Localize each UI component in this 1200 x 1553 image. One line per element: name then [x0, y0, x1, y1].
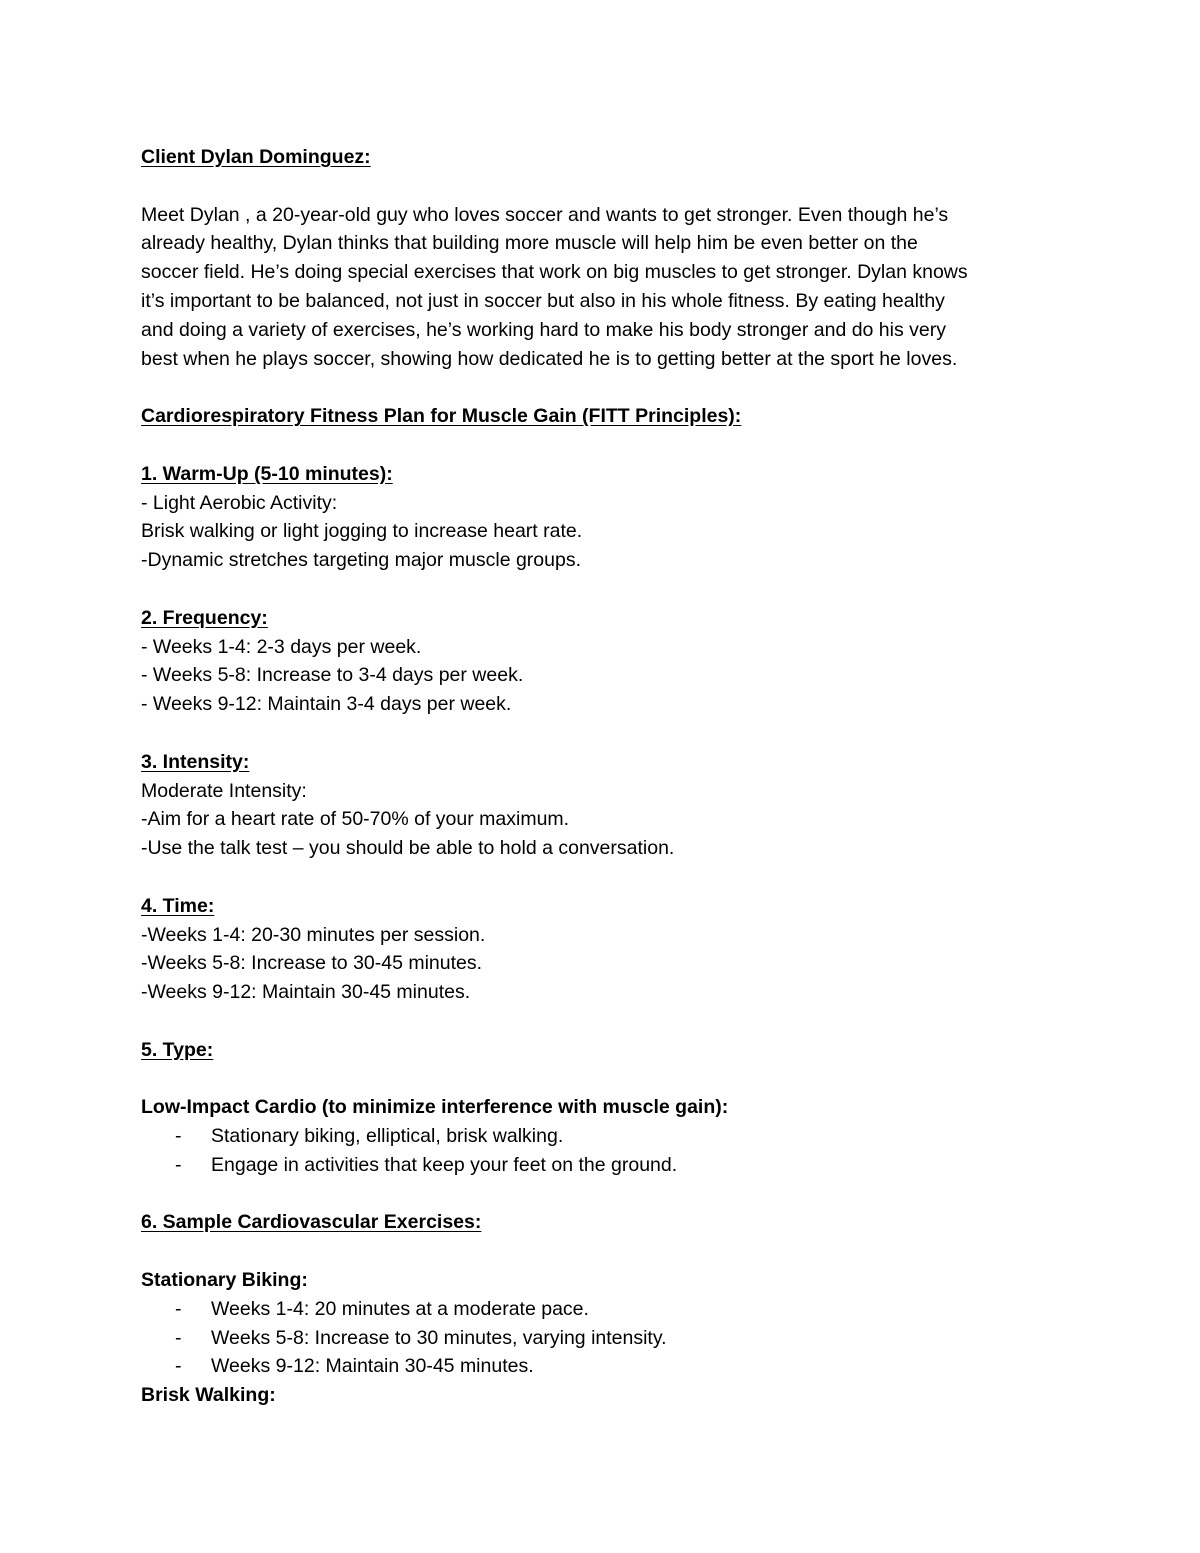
frequency-line: - Weeks 1-4: 2-3 days per week. [141, 635, 422, 658]
list-item-text: Weeks 9-12: Maintain 30-45 minutes. [211, 1355, 534, 1378]
intro-paragraph [141, 201, 1071, 374]
samples-heading: 6. Sample Cardiovascular Exercises: [141, 1211, 482, 1234]
intro-line: soccer field. He’s doing special exercises that work on big muscles to get stronger. Dylan knows [141, 261, 968, 284]
warmup-line: Brisk walking or light jogging to increase heart rate. [141, 520, 583, 543]
intro-line: already healthy, Dylan thinks that building more muscle will help him be even better on the [141, 232, 918, 255]
spacer [141, 1065, 1071, 1094]
warmup-heading: 1. Warm-Up (5-10 minutes): [141, 462, 393, 485]
dash-bullet: - [175, 1125, 182, 1148]
biking-list [141, 1295, 1071, 1381]
time-line: -Weeks 9-12: Maintain 30-45 minutes. [141, 981, 471, 1004]
warmup-line: - Light Aerobic Activity: [141, 491, 338, 514]
list-item-text: Weeks 5-8: Increase to 30 minutes, varying intensity. [211, 1326, 667, 1349]
intensity-line: Moderate Intensity: [141, 779, 307, 802]
list-item [141, 1295, 1071, 1324]
time-heading: 4. Time: [141, 894, 215, 917]
frequency-line: - Weeks 5-8: Increase to 3-4 days per week. [141, 664, 524, 687]
intro-line: it’s important to be balanced, not just in soccer but also in his whole fitness. By eating healthy [141, 289, 945, 312]
biking-heading: Stationary Biking: [141, 1269, 308, 1292]
document-page [141, 143, 1071, 1410]
dash-bullet: - [175, 1326, 182, 1349]
intensity-heading: 3. Intensity: [141, 750, 250, 773]
spacer [141, 172, 1071, 201]
list-item [141, 1151, 1071, 1180]
intro-line: Meet Dylan , a 20-year-old guy who loves soccer and wants to get stronger. Even though he’s [141, 203, 949, 226]
dash-bullet: - [175, 1297, 182, 1320]
warmup-line: -Dynamic stretches targeting major muscle groups. [141, 549, 581, 572]
client-heading: Client Dylan Dominguez: [141, 146, 371, 168]
type-list [141, 1122, 1071, 1180]
dash-bullet: - [175, 1355, 182, 1378]
frequency-heading: 2. Frequency: [141, 606, 268, 629]
plan-heading: Cardiorespiratory Fitness Plan for Muscle Gain (FITT Principles): [141, 405, 742, 428]
spacer [141, 1007, 1071, 1036]
spacer [141, 863, 1071, 892]
list-item-text: Weeks 1-4: 20 minutes at a moderate pace. [211, 1297, 589, 1320]
list-item-text: Engage in activities that keep your feet on the ground. [211, 1153, 678, 1176]
spacer [141, 719, 1071, 748]
spacer [141, 373, 1071, 402]
type-subheading: Low-Impact Cardio (to minimize interference with muscle gain): [141, 1096, 729, 1119]
spacer [141, 1237, 1071, 1266]
list-item [141, 1352, 1071, 1381]
intensity-line: -Use the talk test – you should be able to hold a conversation. [141, 837, 675, 860]
walking-heading: Brisk Walking: [141, 1384, 276, 1407]
spacer [141, 1180, 1071, 1209]
frequency-line: - Weeks 9-12: Maintain 3-4 days per week. [141, 693, 512, 716]
spacer [141, 431, 1071, 460]
list-item [141, 1324, 1071, 1353]
intro-line: best when he plays soccer, showing how dedicated he is to getting better at the sport he loves. [141, 347, 958, 370]
time-line: -Weeks 1-4: 20-30 minutes per session. [141, 923, 486, 946]
dash-bullet: - [175, 1153, 182, 1176]
list-item [141, 1122, 1071, 1151]
intensity-line: -Aim for a heart rate of 50-70% of your maximum. [141, 808, 570, 831]
list-item-text: Stationary biking, elliptical, brisk walking. [211, 1125, 564, 1148]
intro-line: and doing a variety of exercises, he’s working hard to make his body stronger and do his very [141, 318, 946, 341]
spacer [141, 575, 1071, 604]
time-line: -Weeks 5-8: Increase to 30-45 minutes. [141, 952, 483, 975]
type-heading: 5. Type: [141, 1038, 214, 1061]
